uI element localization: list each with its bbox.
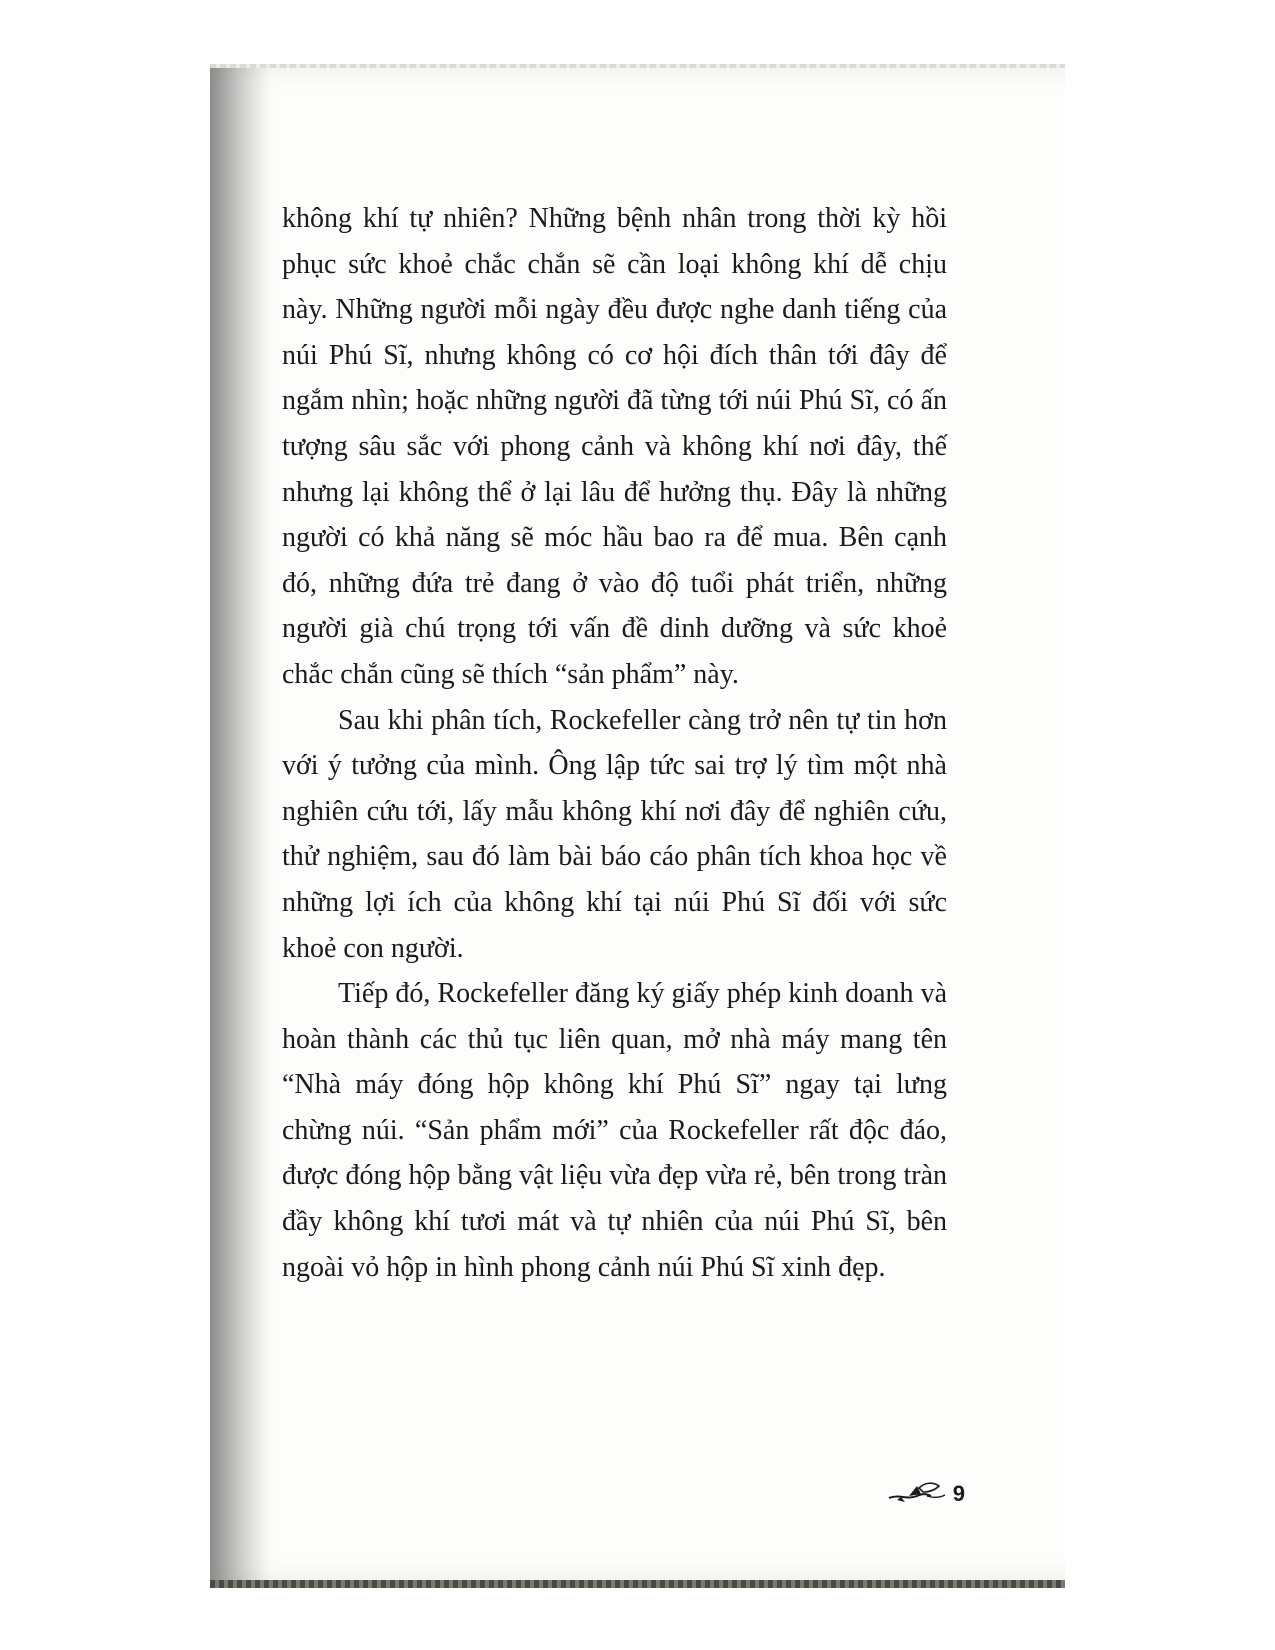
paragraph-1: không khí tự nhiên? Những bệnh nhân trong thời kỳ hồi phục sức khoẻ chắc chắn sẽ cần loại không khí dễ chịu này. Những người mỗi ngày đều được nghe danh tiếng của núi Phú Sĩ, nhưng không có cơ hội đích thân tới đây để ngắm nhìn; hoặc những người đã từng tới núi Phú Sĩ, có ấn tượng sâu sắc với phong cảnh và không khí nơi đây, thế nhưng lại không thể ở lại lâu để hưởng thụ. Đây là những người có khả năng sẽ móc hầu bao ra để mua. Bên cạnh đó, những đứa trẻ đang ở vào độ tuổi phát triển, những người già chú trọng tới vấn đề dinh dưỡng và sức khoẻ chắc chắn cũng sẽ thích “sản phẩm” này. — [282, 203, 947, 690]
paragraph-3: Tiếp đó, Rockefeller đăng ký giấy phép kinh doanh và hoàn thành các thủ tục liên quan, mở nhà máy mang tên “Nhà máy đóng hộp không khí Phú Sĩ” ngay tại lưng chừng núi. “Sản phẩm mới” của Rockefeller rất độc đáo, được đóng hộp bằng vật liệu vừa đẹp vừa rẻ, bên trong tràn đầy không khí tươi mát và tự nhiên của núi Phú Sĩ, bên ngoài vỏ hộp in hình phong cảnh núi Phú Sĩ xinh đẹp. — [282, 978, 947, 1283]
page-number: 9 — [952, 1480, 965, 1506]
page-bottom-edge — [210, 1580, 1065, 1588]
bird-ornament-icon — [887, 1478, 949, 1509]
paragraph-2: Sau khi phân tích, Rockefeller càng trở nên tự tin hơn với ý tưởng của mình. Ông lập tức sai trợ lý tìm một nhà nghiên cứu tới, lấy mẫu không khí nơi đây để nghiên cứu, thử nghiệm, sau đó làm bài báo cáo phân tích khoa học về những lợi ích của không khí tại núi Phú Sĩ đối với sức khoẻ con người. — [282, 704, 947, 964]
page-footer — [887, 1478, 965, 1509]
body-text — [282, 196, 947, 1290]
